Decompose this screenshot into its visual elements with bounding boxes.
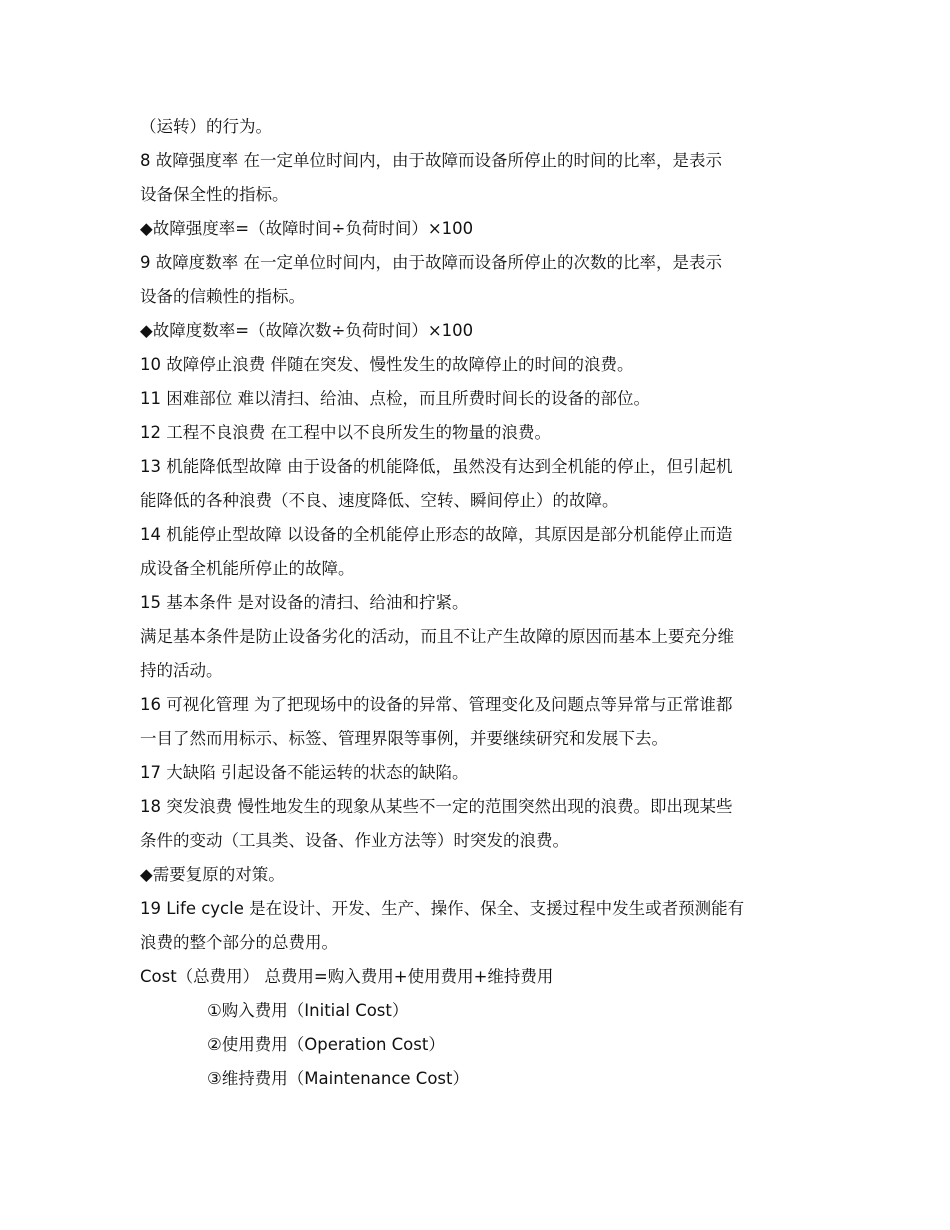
text-line: 一目了然而用标示、标签、管理界限等事例，并要继续研究和发展下去。 (140, 729, 668, 748)
text-line: 14 机能停止型故障 以设备的全机能停止形态的故障，其原因是部分机能停止而造 (140, 525, 733, 544)
formula-line: ◆故障度数率=（故障次数÷负荷时间）×100 (140, 321, 474, 340)
text-line: 设备的信赖性的指标。 (140, 287, 305, 306)
text-line: 设备保全性的指标。 (140, 185, 289, 204)
text-line: 16 可视化管理 为了把现场中的设备的异常、管理变化及问题点等异常与正常谁都 (140, 695, 733, 714)
text-line: 12 工程不良浪费 在工程中以不良所发生的物量的浪费。 (140, 423, 551, 442)
text-line: 15 基本条件 是对设备的清扫、给油和拧紧。 (140, 593, 469, 612)
cost-item-line: ③维持费用（Maintenance Cost） (207, 1069, 469, 1088)
text-line: （运转）的行为。 (140, 117, 272, 136)
text-line: 能降低的各种浪费（不良、速度降低、空转、瞬间停止）的故障。 (140, 491, 619, 510)
text-line: 成设备全机能所停止的故障。 (140, 559, 355, 578)
text-line: 18 突发浪费 慢性地发生的现象从某些不一定的范围突然出现的浪费。即出现某些 (140, 797, 733, 816)
cost-formula-line: Cost（总费用） 总费用=购入费用+使用费用+维持费用 (140, 967, 554, 986)
text-line: 13 机能降低型故障 由于设备的机能降低，虽然没有达到全机能的停止，但引起机 (140, 457, 733, 476)
text-line: 10 故障停止浪费 伴随在突发、慢性发生的故障停止的时间的浪费。 (140, 355, 634, 374)
text-line: 满足基本条件是防止设备劣化的活动，而且不让产生故障的原因而基本上要充分维 (140, 627, 734, 646)
cost-item-line: ①购入费用（Initial Cost） (207, 1001, 409, 1020)
text-line: 17 大缺陷 引起设备不能运转的状态的缺陷。 (140, 763, 469, 782)
bullet-line: ◆需要复原的对策。 (140, 865, 285, 884)
cost-item-line: ②使用费用（Operation Cost） (207, 1035, 445, 1054)
text-line: 条件的变动（工具类、设备、作业方法等）时突发的浪费。 (140, 831, 569, 850)
text-line: 11 困难部位 难以清扫、给油、点检，而且所费时间长的设备的部位。 (140, 389, 650, 408)
text-line: 9 故障度数率 在一定单位时间内，由于故障而设备所停止的次数的比率，是表示 (140, 253, 722, 272)
document-body (140, 110, 820, 1096)
text-line: 8 故障强度率 在一定单位时间内，由于故障而设备所停止的时间的比率，是表示 (140, 151, 722, 170)
text-line: 持的活动。 (140, 661, 223, 680)
formula-line: ◆故障强度率=（故障时间÷负荷时间）×100 (140, 219, 474, 238)
text-line: 浪费的整个部分的总费用。 (140, 933, 338, 952)
text-line: 19 Life cycle 是在设计、开发、生产、操作、保全、支援过程中发生或者预测能有 (140, 899, 745, 918)
